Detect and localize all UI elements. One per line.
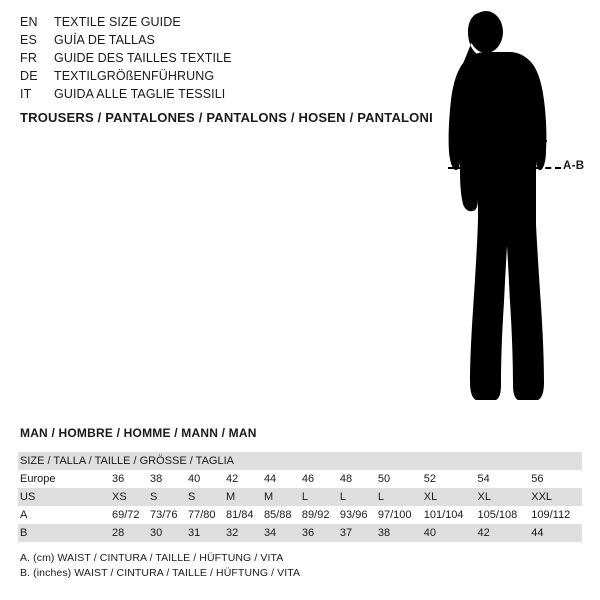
language-row [20, 86, 350, 103]
table-cell: 48 [339, 473, 353, 485]
table-cell: 69/72 [112, 509, 140, 521]
language-code-it: IT [20, 87, 32, 101]
language-row [20, 68, 350, 85]
table-row [18, 488, 582, 506]
table-cell: XL [422, 488, 476, 506]
language-code-es: ES [20, 33, 38, 47]
table-cell: 89/92 [301, 509, 330, 521]
table-cell: 42 [225, 473, 239, 485]
table-cell: 28 [110, 524, 148, 542]
table-cell: 81/84 [225, 509, 254, 521]
table-cell: XL [476, 488, 530, 506]
table-cell: L [338, 488, 376, 506]
language-text-es: GUÍA DE TALLAS [54, 33, 155, 47]
table-cell: 50 [377, 473, 391, 485]
table-cell: 34 [262, 524, 300, 542]
table-cell: 36 [112, 473, 125, 485]
table-cell: S [186, 488, 224, 506]
table-cell: L [376, 488, 422, 506]
measurement-label-ab: A-B [563, 160, 585, 172]
language-text-it: GUIDA ALLE TAGLIE TESSILI [54, 87, 226, 101]
table-cell: 40 [187, 473, 201, 485]
table-cell: M [224, 488, 262, 506]
language-text-fr: GUIDE DES TAILLES TEXTILE [54, 51, 232, 65]
table-cell: M [262, 488, 300, 506]
table-row [18, 452, 582, 470]
table-cell: 101/104 [423, 509, 464, 521]
language-code-fr: FR [20, 51, 38, 65]
table-row [18, 506, 582, 524]
table-cell: 46 [301, 473, 315, 485]
table-cell: 85/88 [263, 509, 292, 521]
table-cell: 38 [376, 524, 422, 542]
language-text-en: TEXTILE SIZE GUIDE [54, 15, 181, 29]
table-cell: 44 [263, 473, 277, 485]
footnote-a: A. (cm) WAIST / CINTURA / TAILLE / HÜFTUNG / VITA [20, 552, 284, 564]
table-row [18, 470, 582, 488]
table-cell: 30 [148, 524, 186, 542]
language-code-de: DE [20, 69, 38, 83]
figure-illustration [400, 10, 590, 410]
table-cell: 56 [531, 473, 544, 485]
language-text-de: TEXTILGRÖßENFÜHRUNG [54, 69, 215, 83]
table-cell: 52 [423, 473, 437, 485]
table-cell: 40 [422, 524, 476, 542]
table-cell: 36 [300, 524, 338, 542]
language-row [20, 50, 350, 67]
footnotes [20, 551, 300, 581]
table-cell: 105/108 [477, 509, 518, 521]
section-title: TROUSERS / PANTALONES / PANTALONS / HOSEN / PANTALONI [20, 110, 433, 125]
language-header-block [20, 14, 350, 104]
table-cell: XS [110, 488, 148, 506]
table-cell: L [300, 488, 338, 506]
table-row-label: Europe [20, 473, 56, 485]
table-cell: 73/76 [149, 509, 178, 521]
table-cell: 93/96 [339, 509, 368, 521]
size-table [18, 452, 582, 542]
table-cell: S [148, 488, 186, 506]
table-cell: 44 [529, 524, 582, 542]
table-cell: 97/100 [377, 509, 412, 521]
table-row-label: A [20, 509, 28, 521]
language-row [20, 14, 350, 31]
measurement-line-ab [448, 167, 561, 169]
table-cell: 38 [149, 473, 163, 485]
table-row-label: US [18, 488, 110, 506]
table-title: MAN / HOMBRE / HOMME / MANN / MAN [20, 426, 257, 440]
table-row-label: SIZE / TALLA / TAILLE / GRÖSSE / TAGLIA [18, 452, 582, 470]
table-cell: 109/112 [531, 509, 571, 521]
language-code-en: EN [20, 15, 38, 29]
table-row-label: B [18, 524, 110, 542]
table-cell: 42 [476, 524, 530, 542]
man-silhouette-icon [440, 10, 550, 406]
language-row [20, 32, 350, 49]
table-row [18, 524, 582, 542]
table-cell: 31 [186, 524, 224, 542]
table-cell: 77/80 [187, 509, 216, 521]
table-cell: 32 [224, 524, 262, 542]
table-cell: 54 [477, 473, 490, 485]
table-cell: 37 [338, 524, 376, 542]
table-cell: XXL [529, 488, 582, 506]
footnote-b: B. (inches) WAIST / CINTURA / TAILLE / HÜFTUNG / VITA [20, 567, 301, 579]
